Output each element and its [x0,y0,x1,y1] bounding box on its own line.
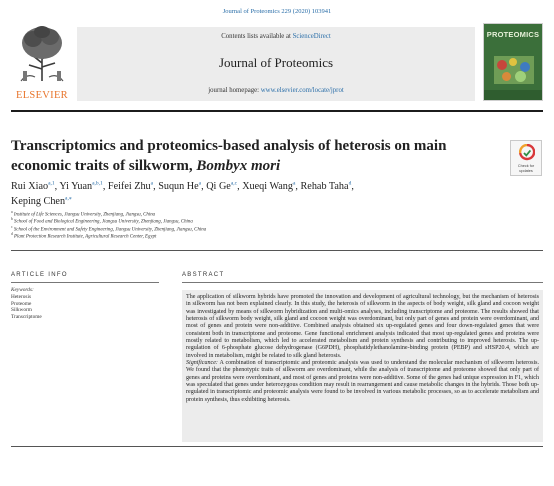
journal-title: Journal of Proteomics [218,55,334,70]
section-divider [11,250,543,251]
keywords-block [11,287,151,321]
affiliation-key: d [11,231,13,236]
article-info-rule [11,282,159,283]
author-list: Rui Xiao$^{a,1}$, Yi Yuan$^{a,b,1}$, Feifei Zhu$^a$, Suqun He$^a$, Qi Ge$^{a,c}$, Xueqi Wang$^a$, Rehab Taha$^d$, Keping Chen$^{a,⁎}$ [11,180,354,207]
article-title-main: Transcriptomics and proteomics-based analysis of heterosis on main economic traits of silkworm, [11,138,447,174]
cover-artwork [494,56,534,84]
cover-footer [484,90,542,100]
author-name[interactable]: Rehab Taha [300,181,349,192]
author-affiliation-mark[interactable]: a,b,1 [92,180,103,187]
author-name[interactable]: Qi Ge [206,181,231,192]
article-title-species: Bombyx mori [196,158,281,174]
affiliation-item [11,219,481,226]
affiliation-item [11,224,481,234]
affiliation-key: c [11,224,13,229]
author-name[interactable]: Keping Chen [11,195,66,207]
abstract-box [182,290,543,442]
contents-line [77,33,475,40]
abstract-significance [186,360,539,404]
affiliation-text: School of Food and Biological Engineering, Jiangsu University, Zhenjiang, Jiangsu, China [14,219,193,225]
cover-title: PROTEOMICS [486,30,540,39]
author-name[interactable]: Yi Yuan [59,181,93,192]
abstract-heading: ABSTRACT [182,272,225,278]
abstract-text [186,294,539,404]
elsevier-tree-icon [17,23,67,83]
article-info-heading: ARTICLE INFO [11,272,68,278]
affiliation-list [11,212,481,241]
affiliation-text: School of the Environment and Safety Engineering, Jiangsu University, Zhenjiang, Jiangsu, China [13,227,207,233]
homepage-line [77,87,475,94]
author-affiliation-mark[interactable]: a [292,180,296,187]
journal-citation[interactable]: Journal of Proteomics 229 (2020) 103941 [222,8,332,15]
journal-masthead [77,27,475,101]
author-affiliation-mark[interactable]: a,⁎ [65,195,72,202]
journal-cover-image[interactable] [483,23,543,101]
author-name[interactable]: Feifei Zhu [107,181,151,192]
author-name[interactable]: Xueqi Wang [242,181,293,192]
keyword-item: Silkworm [11,307,32,314]
abstract-rule [182,282,543,283]
check-for-updates-label [511,164,541,173]
keyword-item: Proteome [11,300,32,307]
affiliation-key: a [11,210,13,214]
significance-text: A combination of transcriptomic and proteomic analysis was used to understand the molecular mechanism of silkworm heterosis. We found that the phenotypic traits of silkworm are overdominant, while the analysis of transcriptome and proteome showed that only part of genes and proteins were overdominant, and most of genes and proteins were non-additive. Some of the genes had unique expression in F1, which was speculated that genes under heterozygous condition may result in rearrangement and cause metabolic changes in the hybrids. Those both up-regulated in transcriptomic and proteomic analysis were found to be involved in various metabolic processes, so as to accelerate metabolism and protein synthesis, thus exhibiting heterosis. [186,360,539,403]
affiliation-item [11,231,481,241]
author-name[interactable]: Suqun He [158,181,199,192]
homepage-prefix: journal homepage: [208,87,261,94]
publisher-name: ELSEVIER [16,90,68,101]
header-rule [11,110,543,112]
affiliation-text: Institute of Life Sciences, Jiangsu University, Zhenjiang, Jiangsu, China [13,212,156,218]
affiliation-key: b [11,217,13,222]
contents-prefix: Contents lists available at [221,33,293,40]
check-for-updates-button[interactable] [510,140,542,176]
affiliation-text: Plant Protection Research Institute, Agricultural Research Center, Egypt [14,234,157,240]
author-affiliation-mark[interactable]: a,1 [48,180,55,187]
check-line-1: Check for [517,164,535,169]
author-affiliation-mark[interactable]: a [150,180,154,187]
keyword-item: Heterosis [11,293,32,300]
abstract-body: The application of silkworm hybrids have promoted the innovation and development of agricultural technology, but the mechanism of heterosis in silkworm has not been explained clearly. In this study, the heterosis of silkworm in the aspects of body weight, silk gland and cocoon weight was investigated by means of silkworm hybridization and multi-omics analyses, including transcriptome and proteome. The results showed that heterosis of silkworm body weight, silk gland and cocoon weight was overdominant, but only part of genes and protein were overdominant, and most of genes and protein were non-additive. Combined analysis obtained six up-regulated genes and four down-regulated genes that were consistent both in transcriptome and proteome. Gene functional enrichment analysis indicated that most up-regulated genes and proteins were mostly related to metabolism, which led to accelerated metabolism and protein synthesis and contributing to improved heterosis. The up-regulation of 6-phosphate glucose dehydrogenase (G6PDH), phosphatidylethanolamine-binding protein (PEBP) and sHSP20.4, which are involved in metabolism, might be related to silk gland heterosis. [186,294,539,359]
article-title [11,136,466,176]
significance-label: Significance: [186,360,218,367]
check-line-2: updates [519,168,533,173]
journal-header [11,21,543,104]
keywords-label: Keywords: [11,287,34,293]
author-name[interactable]: Rui Xiao [11,181,49,192]
homepage-link[interactable]: www.elsevier.com/locate/jprot [260,87,344,94]
author-affiliation-mark[interactable]: d [348,180,352,187]
check-for-updates-icon [519,144,535,162]
publisher-logo[interactable] [11,23,73,101]
keyword-item: Transcriptome [11,314,42,321]
author-affiliation-mark[interactable]: a,c [230,180,238,187]
author-affiliation-mark[interactable]: a [198,180,202,187]
sciencedirect-link[interactable]: ScienceDirect [292,33,331,40]
footer-rule [11,446,543,447]
